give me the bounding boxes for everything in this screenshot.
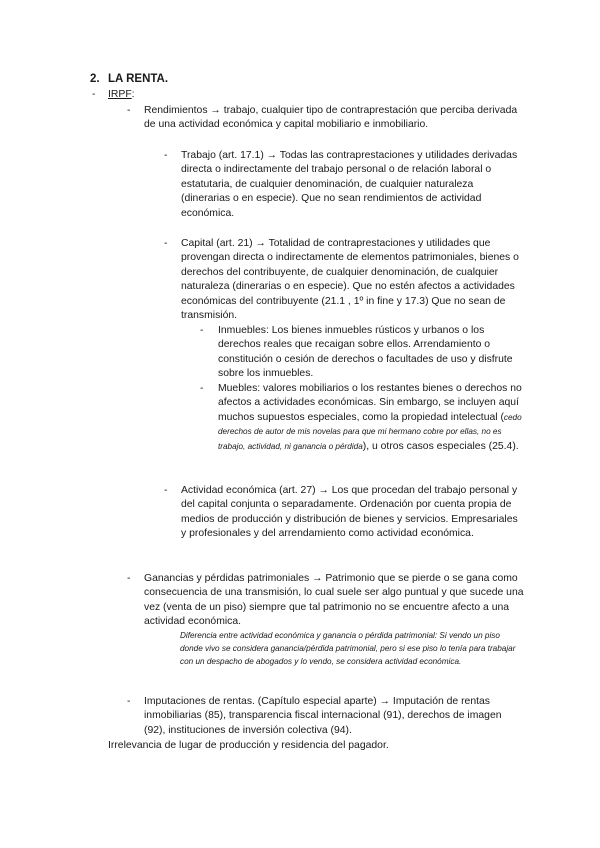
bullet-dash: -: [127, 573, 131, 584]
imputaciones-text: Imputaciones de rentas. (Capítulo especial aparte) → Imputación de rentas inmobiliarias (85), transparencia fiscal internacional (91), derechos de imagen (92), instituciones de inversión colectiva (94).: [144, 696, 502, 736]
bullet-dash: -: [164, 485, 168, 496]
capital-text: Capital (art. 21) → Totalidad de contraprestaciones y utilidades que provengan directa o indirectamente de elementos patrimoniales, bienes o derechos del contribuyente, de cualquier denominación, de cualquier naturaleza (dinerarias o en especie). Que no estén afectos a actividades económicas del contribuyente (21.1 , 1º in fine y 17.3) Que no sean de transmisión.: [181, 238, 519, 322]
ganancias-note: Diferencia entre actividad económica y ganancia o pérdida patrimonial: Si vendo un piso donde vivo se considera ganancia/pérdida patrimonial, pero si ese piso lo tenía para trabajar con un despacho de abogados y lo vendo, se considera actividad económica.: [180, 631, 516, 667]
actividad-text: Actividad económica (art. 27) → Los que procedan del trabajo personal y del capital conjunta o separadamente. Ordenación por cuenta propia de medios de producción y distribución de bienes y servicios. Empresariales y profesionales y del arrendamiento como actividad económica.: [181, 485, 518, 540]
muebles-text: [218, 382, 528, 454]
bullet-dash: -: [200, 383, 204, 394]
ganancias-text: Ganancias y pérdidas patrimoniales → Patrimonio que se pierde o se gana como consecuencia de una transmisión, lo cual suele ser algo puntual y que sucede una vez (venta de un piso) siempre que tal patrimonio no se encuentre afecto a una actividad económica.: [144, 573, 524, 628]
muebles-note: cedo derechos de autor de mis novelas para que mi hermano cobre por ellas, no es trabajo, actividad, ni ganancia o pérdida: [218, 412, 522, 451]
section-number: 2.: [90, 73, 100, 85]
inmuebles-text: Inmuebles: Los bienes inmuebles rústicos y urbanos o los derechos reales que recaigan sobre ellos. Arrendamiento o constitución o cesión de derechos o facultades de uso y disfrute sobre los inmuebles.: [218, 325, 513, 380]
irrelevancia-text: Irrelevancia de lugar de producción y residencia del pagador.: [108, 740, 389, 751]
rendimientos-text: Rendimientos → trabajo, cualquier tipo de contraprestación que perciba derivada de una actividad económica y capital mobiliario e inmobiliario.: [144, 105, 518, 131]
irpf-label: [108, 88, 135, 102]
irpf-colon: :: [131, 89, 135, 100]
bullet-dash: -: [127, 105, 131, 116]
section-title: LA RENTA.: [108, 73, 169, 85]
bullet-dash: -: [164, 150, 168, 161]
bullet-dash: -: [164, 238, 168, 249]
muebles-main: Muebles: valores mobiliarios o los restantes bienes o derechos no afectos a actividades económicas. Sin embargo, se incluyen aquí muchos supuestos especiales, como la propiedad intelectual (: [218, 383, 522, 423]
bullet-dash: -: [127, 696, 131, 707]
section-heading: [90, 72, 168, 86]
bullet-dash: -: [92, 89, 96, 100]
muebles-tail: ), u otros casos especiales (25.4).: [362, 440, 519, 452]
trabajo-text: Trabajo (art. 17.1) → Todas las contraprestaciones y utilidades derivadas directa o indirectamente del trabajo personal o de relación laboral o estatutaria, de cualquier denominación, de cualquier naturaleza (dinerarias o en especie). Que no sean rendimientos de actividad económica.: [181, 150, 518, 219]
bullet-dash: -: [200, 325, 204, 336]
irpf-link: IRPF: [108, 89, 132, 100]
